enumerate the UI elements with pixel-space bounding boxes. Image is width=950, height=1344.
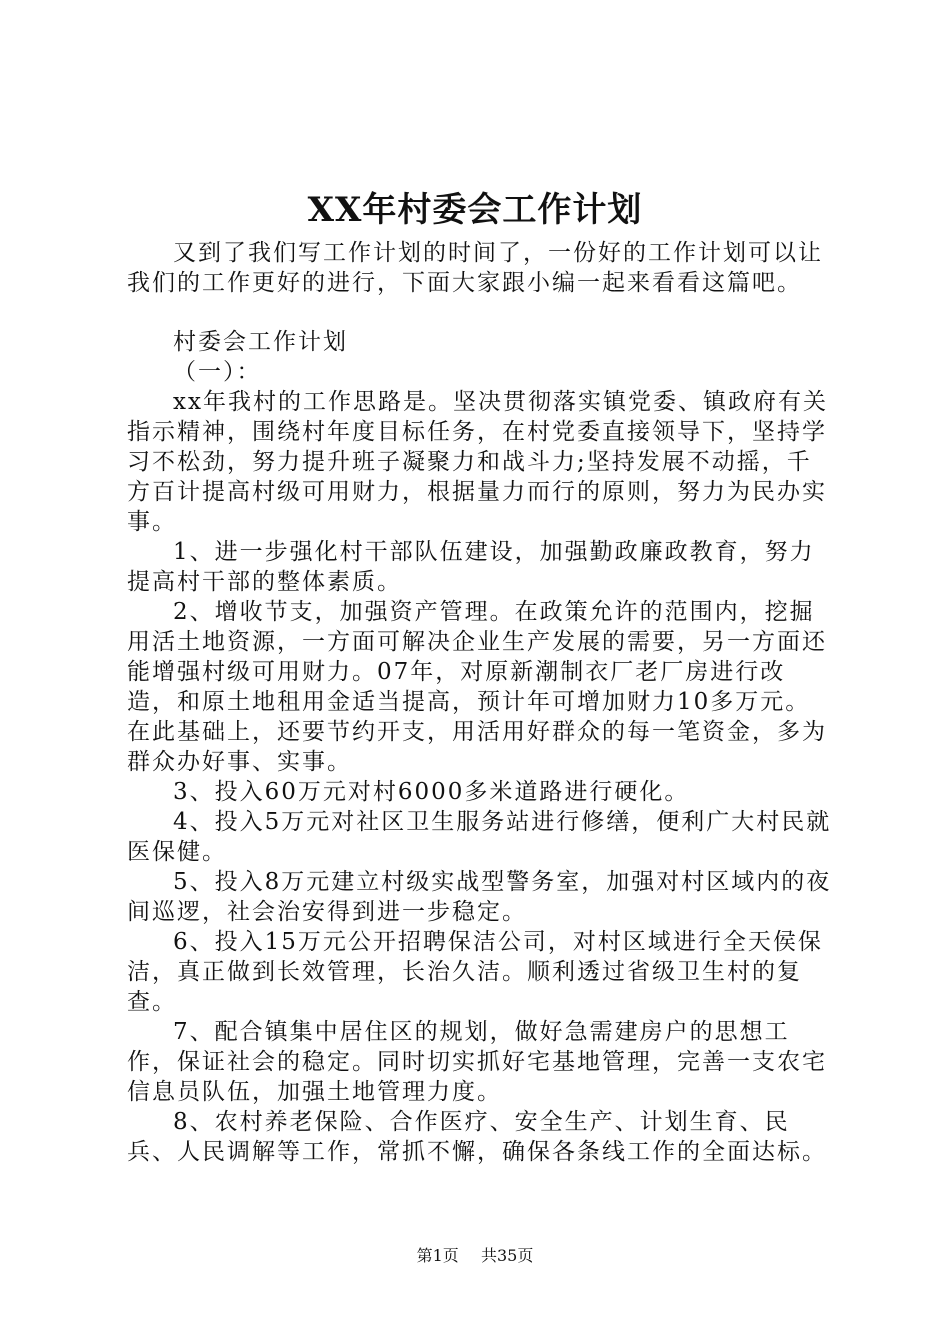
page-number: 第1页 bbox=[416, 1246, 459, 1265]
body-paragraph: 3、投入60万元对村6000多米道路进行硬化。 bbox=[173, 779, 690, 805]
document-body bbox=[127, 238, 833, 1167]
intro-paragraph: 又到了我们写工作计划的时间了，一份好的工作计划可以让我们的工作更好的进行，下面大家跟小编一起来看看这篇吧。 bbox=[127, 240, 823, 296]
body-paragraph: xx年我村的工作思路是。坚决贯彻落实镇党委、镇政府有关指示精神，围绕村年度目标任务，在村党委直接领导下，坚持学习不松劲，努力提升班子凝聚力和战斗力;坚持发展不动摇，千方百计提高村级可用财力，根据量力而行的原则，努力为民办实事。 bbox=[127, 389, 828, 535]
sub-heading: （一）： bbox=[173, 359, 262, 385]
body-paragraph: 2、增收节支，加强资产管理。在政策允许的范围内，挖掘用活土地资源，一方面可解决企业生产发展的需要，另一方面还能增强村级可用财力。07年，对原新潮制衣厂老厂房进行改造，和原土地租用金适当提高，预计年可增加财力10多万元。在此基础上，还要节约开支，用活用好群众的每一笔资金，多为群众办好事、实事。 bbox=[127, 599, 827, 775]
page-total: 共35页 bbox=[481, 1246, 534, 1265]
page-footer bbox=[0, 1244, 950, 1268]
body-paragraph: 4、投入5万元对社区卫生服务站进行修缮，便利广大村民就医保健。 bbox=[127, 809, 832, 865]
document-title: XX年村委会工作计划 bbox=[307, 190, 643, 230]
body-paragraph: 1、进一步强化村干部队伍建设，加强勤政廉政教育，努力提高村干部的整体素质。 bbox=[127, 539, 815, 595]
body-paragraph: 6、投入15万元公开招聘保洁公司，对村区域进行全天侯保洁，真正做到长效管理，长治久洁。顺利透过省级卫生村的复查。 bbox=[127, 929, 823, 1015]
paragraph-spacer bbox=[127, 298, 833, 327]
body-paragraph: 7、配合镇集中居住区的规划，做好急需建房户的思想工作，保证社会的稳定。同时切实抓好宅基地管理，完善一支农宅信息员队伍，加强土地管理力度。 bbox=[127, 1019, 827, 1105]
section-heading: 村委会工作计划 bbox=[173, 329, 348, 355]
body-paragraph: 5、投入8万元建立村级实战型警务室，加强对村区域内的夜间巡逻，社会治安得到进一步稳定。 bbox=[127, 869, 832, 925]
body-paragraph: 8、农村养老保险、合作医疗、安全生产、计划生育、民兵、人民调解等工作，常抓不懈，确保各条线工作的全面达标。 bbox=[127, 1109, 827, 1165]
